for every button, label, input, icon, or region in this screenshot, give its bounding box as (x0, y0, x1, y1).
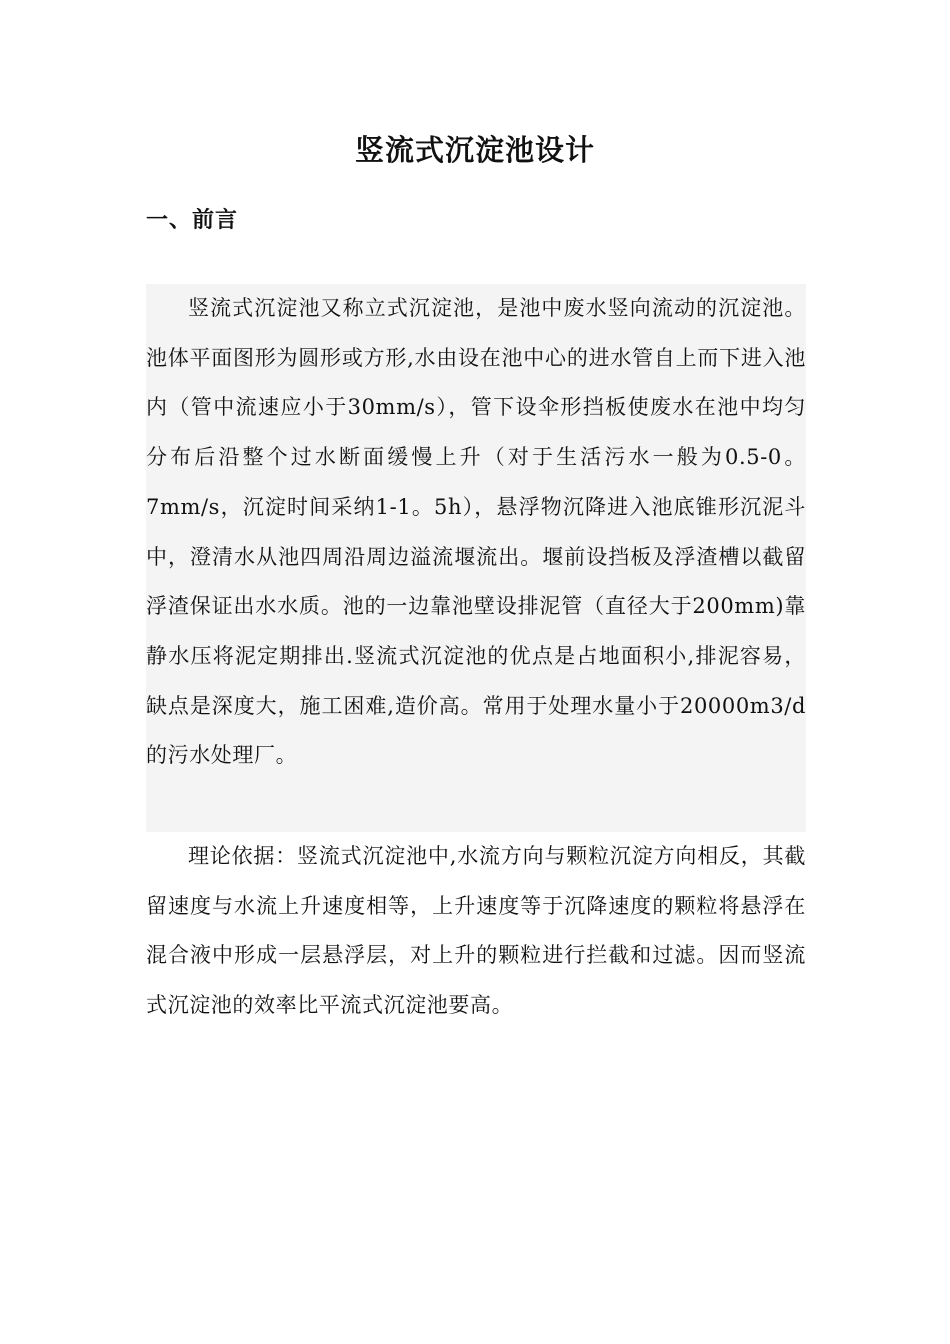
section-heading-preface: 一、前言 (146, 207, 239, 233)
paragraph-introduction: 竖流式沉淀池又称立式沉淀池，是池中废水竖向流动的沉淀池。池体平面图形为圆形或方形,水由设在池中心的进水管自上而下进入池内（管中流速应小于30mm/s），管下设伞形挡板使废水在池中均匀分布后沿整个过水断面缓慢上升（对于生活污水一般为0.5-0。7mm/s，沉淀时间采纳1-1。5h），悬浮物沉降进入池底锥形沉泥斗中，澄清水从池四周沿周边溢流堰流出。堰前设挡板及浮渣槽以截留浮渣保证出水水质。池的一边靠池壁设排泥管（直径大于200mm)靠静水压将泥定期排出.竖流式沉淀池的优点是占地面积小,排泥容易，缺点是深度大，施工困难,造价高。常用于处理水量小于20000m3/d的污水处理厂。 (146, 284, 806, 832)
document-title: 竖流式沉淀池设计 (354, 133, 595, 167)
paragraph-theory: 理论依据：竖流式沉淀池中,水流方向与颗粒沉淀方向相反，其截留速度与水流上升速度相等，上升速度等于沉降速度的颗粒将悬浮在混合液中形成一层悬浮层，对上升的颗粒进行拦截和过滤。因而竖流式沉淀池的效率比平流式沉淀池要高。 (146, 844, 806, 1018)
